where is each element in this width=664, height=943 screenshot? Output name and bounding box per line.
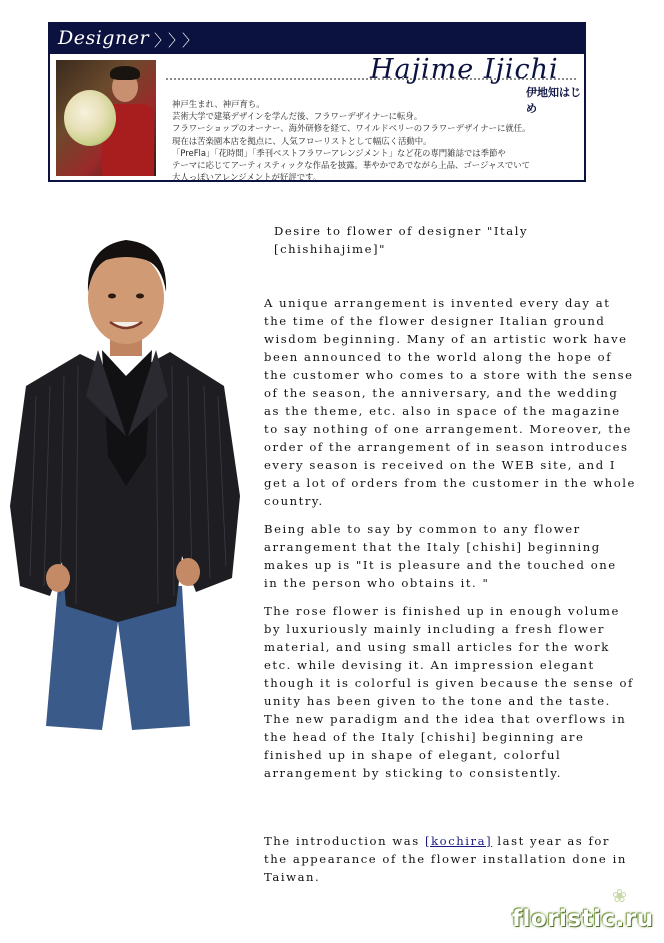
bio-line: フラワーショップのオーナー、海外研修を経て、ワイルドベリーのフラワーデザイナーに就任。 — [172, 123, 531, 134]
bio-line: 芸術大学で建築デザインを学んだ後、フラワーデザイナーに転身。 — [172, 111, 423, 122]
designer-name-japanese: 伊地知はじめ — [526, 86, 581, 115]
article-paragraph: The rose flower is finished up in enough volume by luxuriously mainly including a fresh flower material, and using small articles for the work etc. while devising it. An impression elegant though it is colorful is given because the sense of unity has been given to the tone and the taste. — [264, 604, 634, 708]
intro-text-after: last year as for the appearance of the flower installation done in Taiwan. — [264, 834, 627, 884]
bio-line: テーマに応じてアーティスティックな作品を披露。華やかであでながら上品、ゴージャスでいて — [172, 160, 531, 171]
banner-photo — [56, 60, 156, 176]
article-body — [264, 222, 636, 886]
bio-line: 大人っぽいアレンジメントが好評です。 — [172, 172, 322, 183]
article-paragraph: The new paradigm and the idea that overflows in the head of the Italy [chishi] beginning are finished up in shape of elegant, colorful arrangement by sticking to consistently. — [264, 712, 627, 780]
article-paragraph: A unique arrangement is invented every day at the time of the flower designer Italian ground wisdom beginning. Many of an artistic work have been announced to the world along the hope of the customer who comes to a store with the sense of the season, the anniversary, and the wedding as the theme, etc. also in space of the magazine to say nothing of one arrangement. Moreover, the order of the arrangement of in season introduces every season is received on the WEB site, and I get a lot of orders from the customer in the whole country. — [264, 296, 636, 508]
bio-line: 現在は苦楽園本店を拠点に、人気フローリストとして幅広く活動中。 — [172, 135, 432, 146]
portrait-hand — [46, 564, 70, 592]
designer-banner — [48, 22, 586, 182]
designer-portrait — [6, 226, 244, 734]
article-title: Desire to flower of designer "Italy [chishihajime]" — [274, 224, 529, 256]
bio-line: 「PreFla」「花時間」「季刊ベストフラワーアレンジメント」など花の専門雑誌では季節や — [172, 147, 506, 158]
portrait-face — [88, 252, 164, 344]
banner-title-bar — [50, 24, 584, 54]
banner-photo-bouquet — [64, 90, 116, 146]
banner-arrows: 〉〉〉 — [154, 31, 205, 50]
article-intro-paragraph — [264, 832, 636, 886]
bio-line: 神戸生まれ、神戸育ち。 — [172, 99, 265, 109]
banner-label: Designer — [58, 27, 150, 49]
designer-name-script: Hajime Ijichi — [370, 54, 559, 85]
intro-text-before: The introduction was — [264, 834, 426, 848]
designer-bio — [172, 98, 582, 183]
kochira-link[interactable]: [kochira] — [425, 834, 493, 848]
banner-photo-hair — [110, 66, 140, 80]
watermark-text: floristic.ru — [512, 906, 654, 932]
article-paragraph: Being able to say by common to any flower arrangement that the Italy [chishi] beginning makes up is "It is pleasure and the touched one in the person who obtains it. " — [264, 522, 617, 590]
flower-icon: ❀ — [612, 886, 628, 907]
floristic-watermark — [504, 886, 654, 936]
